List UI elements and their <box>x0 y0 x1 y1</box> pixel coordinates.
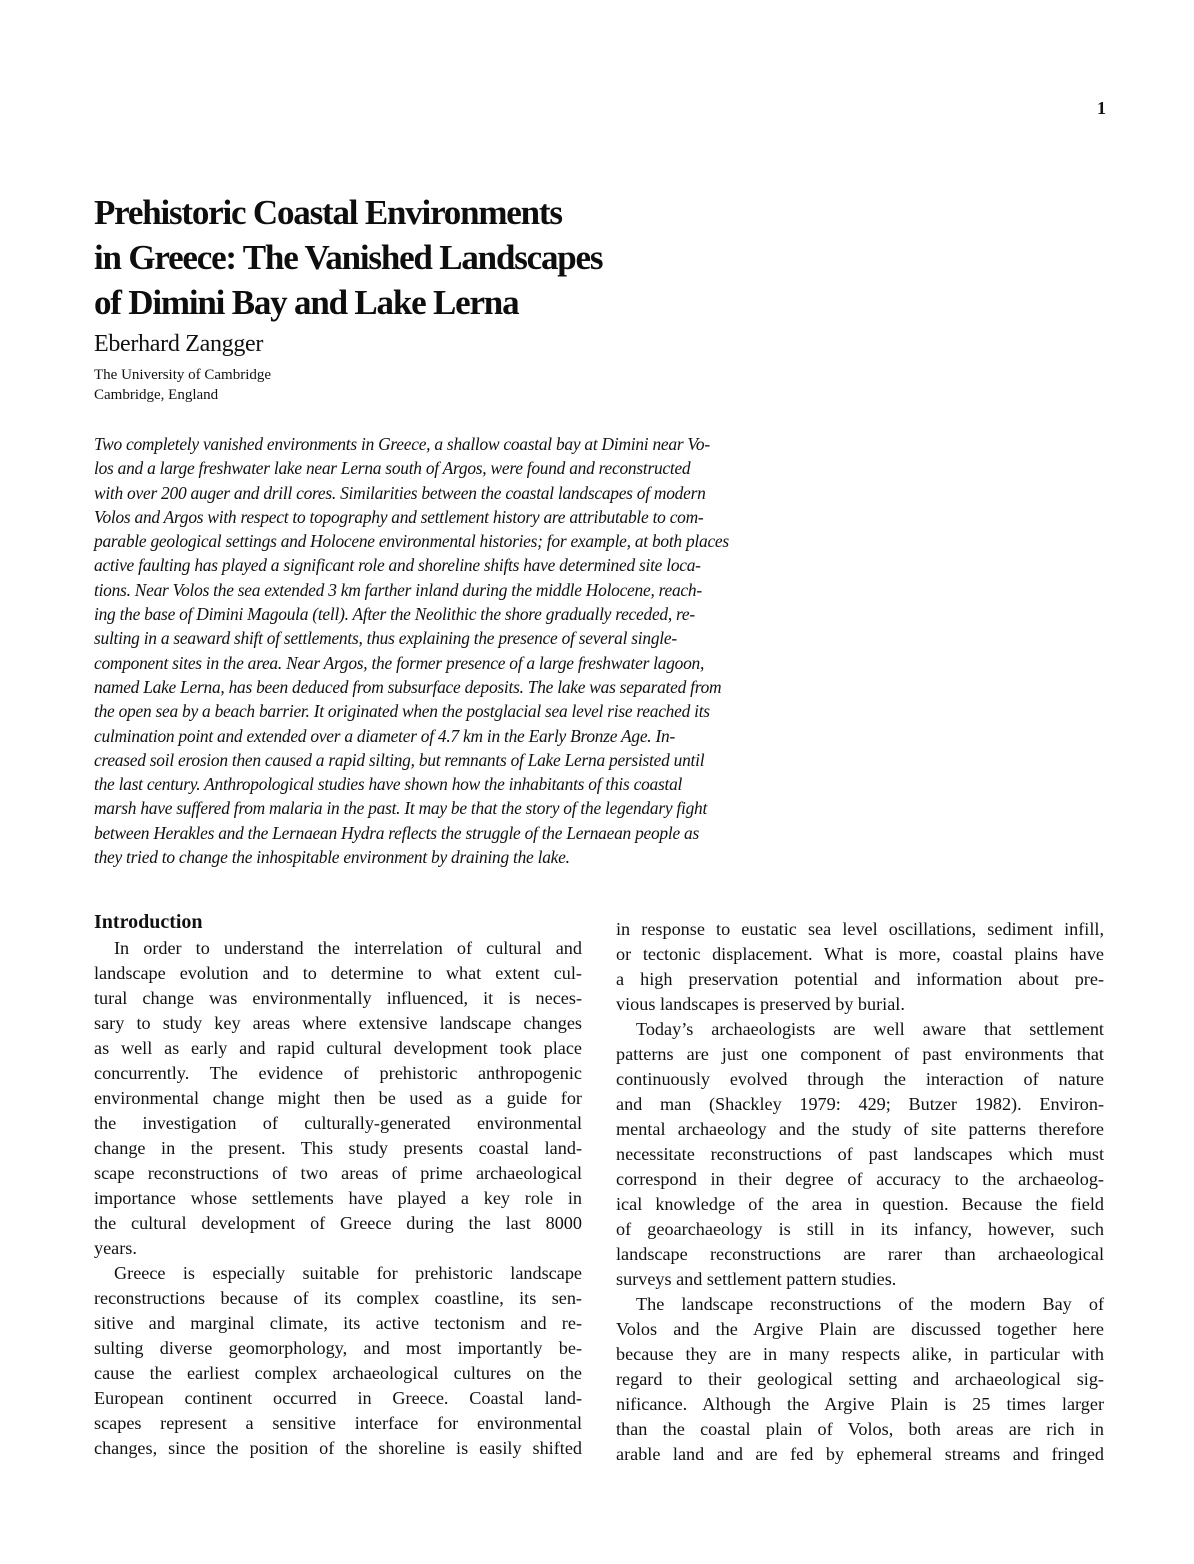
text-line: or tectonic displacement. What is more, coastal plains have <box>616 944 1104 964</box>
paragraph-3 <box>616 1017 1104 1292</box>
page-number: 1 <box>1097 98 1106 118</box>
title-line: in Greece: The Vanished Landscapes <box>94 238 603 277</box>
left-column <box>94 910 582 1461</box>
affiliation-line: The University of Cambridge <box>94 367 272 383</box>
text-line: necessitate reconstructions of past landscapes which must <box>616 1144 1104 1164</box>
paragraph-1 <box>94 936 582 1261</box>
affiliation-line: Cambridge, England <box>94 387 219 403</box>
text-line: The landscape reconstructions of the modern Bay of <box>636 1294 1104 1314</box>
text-line: sitive and marginal climate, its active tectonism and re- <box>94 1313 582 1333</box>
paragraph-2 <box>94 1261 582 1461</box>
text-line: European continent occurred in Greece. Coastal land- <box>94 1388 582 1408</box>
abstract-line: sulting in a seaward shift of settlements, thus explaining the presence of several single- <box>94 628 677 649</box>
abstract-line: Two completely vanished environments in Greece, a shallow coastal bay at Dimini near Vo- <box>94 434 710 454</box>
text-line: a high preservation potential and information about pre- <box>616 969 1104 989</box>
text-line: and man (Shackley 1979: 429; Butzer 1982). Environ- <box>616 1094 1104 1114</box>
text-line: continuously evolved through the interaction of nature <box>616 1069 1104 1089</box>
text-line: as well as early and rapid cultural development took place <box>94 1038 582 1058</box>
right-column <box>616 917 1104 1467</box>
text-line: scape reconstructions of two areas of prime archaeological <box>94 1163 582 1183</box>
abstract-line: they tried to change the inhospitable environment by draining the lake. <box>94 847 570 868</box>
text-line: reconstructions because of its complex coastline, its sen- <box>94 1288 582 1308</box>
title-block <box>94 190 794 405</box>
article-title <box>94 190 794 325</box>
abstract-line: tions. Near Volos the sea extended 3 km farther inland during the middle Holocene, reach- <box>94 579 702 600</box>
abstract-line: culmination point and extended over a diameter of 4.7 km in the Early Bronze Age. In- <box>94 725 676 746</box>
abstract-line: active faulting has played a significant role and shoreline shifts have determined site loca- <box>94 555 701 576</box>
text-line: mental archaeology and the study of site patterns therefore <box>616 1119 1104 1139</box>
abstract-line: los and a large freshwater lake near Lerna south of Argos, were found and reconstructed <box>94 458 691 479</box>
text-line: ical knowledge of the area in question. Because the field <box>616 1194 1104 1214</box>
text-line: environmental change might then be used as a guide for <box>94 1088 582 1108</box>
text-line: Today’s archaeologists are well aware that settlement <box>636 1019 1104 1039</box>
title-line: of Dimini Bay and Lake Lerna <box>94 283 519 322</box>
text-line: arable land and are fed by ephemeral streams and fringed <box>616 1444 1104 1464</box>
title-line: Prehistoric Coastal Environments <box>94 193 562 232</box>
text-line: landscape reconstructions are rarer than archaeological <box>616 1244 1104 1264</box>
paragraph-2-continued <box>616 917 1104 1017</box>
text-line: regard to their geological setting and archaeological sig- <box>616 1369 1104 1389</box>
text-line: sary to study key areas where extensive landscape changes <box>94 1013 582 1033</box>
text-line: changes, since the position of the shoreline is easily shifted <box>94 1438 582 1458</box>
text-line: In order to understand the interrelation of cultural and <box>114 938 582 958</box>
abstract-line: component sites in the area. Near Argos, the former presence of a large freshwater lagoon, <box>94 652 705 673</box>
text-line: years. <box>94 1238 137 1258</box>
author-affiliation <box>94 365 794 405</box>
text-line: change in the present. This study presents coastal land- <box>94 1138 582 1158</box>
text-line: than the coastal plain of Volos, both areas are rich in <box>616 1419 1104 1439</box>
text-line: patterns are just one component of past environments that <box>616 1044 1104 1064</box>
text-line: nificance. Although the Argive Plain is 25 times larger <box>616 1394 1104 1414</box>
text-line: scapes represent a sensitive interface for environmental <box>94 1413 582 1433</box>
text-line: because they are in many respects alike, in particular with <box>616 1344 1104 1364</box>
text-line: of geoarchaeology is still in its infancy, however, such <box>616 1219 1104 1239</box>
text-line: Greece is especially suitable for prehistoric landscape <box>114 1263 582 1283</box>
text-line: surveys and settlement pattern studies. <box>616 1269 897 1289</box>
text-line: importance whose settlements have played a key role in <box>94 1188 582 1208</box>
abstract <box>94 432 810 869</box>
abstract-line: Volos and Argos with respect to topography and settlement history are attributable to com- <box>94 506 704 527</box>
text-line: landscape evolution and to determine to what extent cul- <box>94 963 582 983</box>
text-line: sulting diverse geomorphology, and most importantly be- <box>94 1338 582 1358</box>
paragraph-4 <box>616 1292 1104 1467</box>
text-line: Volos and the Argive Plain are discussed together here <box>616 1319 1104 1339</box>
abstract-line: the last century. Anthropological studies have shown how the inhabitants of this coastal <box>94 774 683 795</box>
text-line: the investigation of culturally-generated environmental <box>94 1113 582 1133</box>
abstract-line: parable geological settings and Holocene environmental histories; for example, at both places <box>94 531 729 552</box>
abstract-line: creased soil erosion then caused a rapid silting, but remnants of Lake Lerna persisted until <box>94 749 705 770</box>
text-line: the cultural development of Greece during the last 8000 <box>94 1213 582 1233</box>
text-line: vious landscapes is preserved by burial. <box>616 994 905 1014</box>
abstract-line: with over 200 auger and drill cores. Similarities between the coastal landscapes of modern <box>94 482 706 503</box>
text-line: in response to eustatic sea level oscillations, sediment infill, <box>616 919 1104 939</box>
author-name: Eberhard Zangger <box>94 331 264 357</box>
text-line: cause the earliest complex archaeological cultures on the <box>94 1363 582 1383</box>
section-heading-introduction: Introduction <box>94 911 203 933</box>
abstract-line: the open sea by a beach barrier. It originated when the postglacial sea level rise reached its <box>94 701 710 722</box>
text-line: correspond in their degree of accuracy to the archaeolog- <box>616 1169 1104 1189</box>
abstract-line: ing the base of Dimini Magoula (tell). After the Neolithic the shore gradually receded, re- <box>94 604 695 625</box>
abstract-line: marsh have suffered from malaria in the past. It may be that the story of the legendary fight <box>94 798 708 819</box>
text-line: concurrently. The evidence of prehistoric anthropogenic <box>94 1063 582 1083</box>
abstract-line: named Lake Lerna, has been deduced from subsurface deposits. The lake was separated from <box>94 676 722 697</box>
text-line: tural change was environmentally influenced, it is neces- <box>94 988 582 1008</box>
abstract-line: between Herakles and the Lernaean Hydra reflects the struggle of the Lernaean people as <box>94 822 699 843</box>
